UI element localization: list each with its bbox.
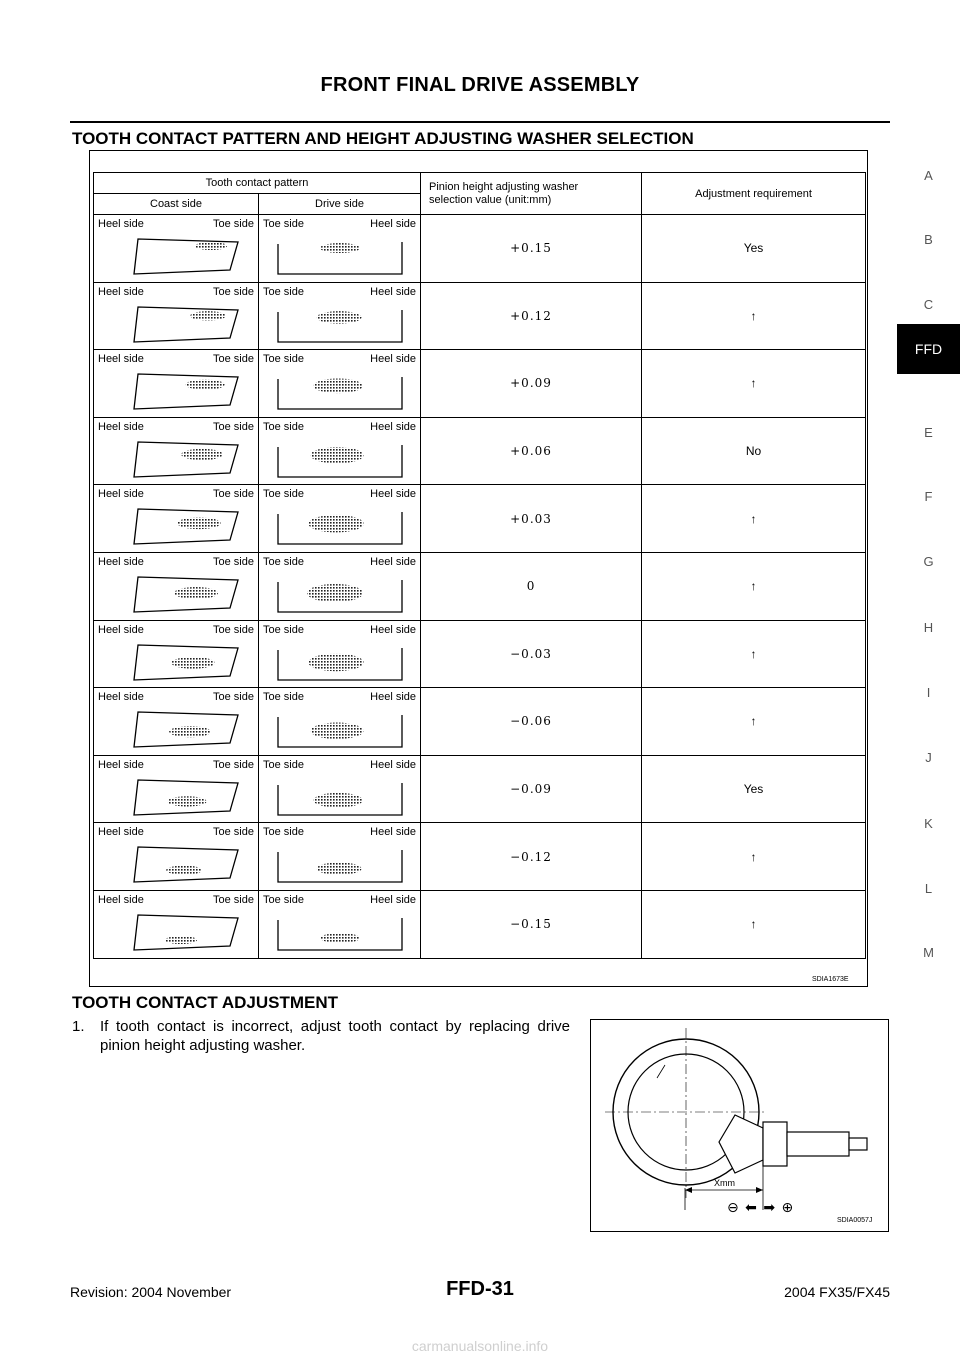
- side-label: Toe side: [263, 893, 304, 906]
- table-row: [94, 552, 866, 620]
- contact-pattern: [195, 242, 227, 250]
- side-label: Toe side: [213, 691, 254, 704]
- dimension-label-xmm: Xmm: [714, 1178, 735, 1188]
- side-label: Toe side: [263, 691, 304, 704]
- side-label: Heel side: [370, 893, 417, 906]
- drive-side-cell-tooth-diagram: [270, 640, 410, 682]
- side-label: Toe side: [213, 488, 254, 501]
- adjustment-requirement: Yes: [642, 755, 866, 823]
- coast-side-cell-tooth-diagram: [106, 302, 246, 344]
- tab-m[interactable]: M: [923, 945, 934, 960]
- coast-side-cell: [94, 620, 259, 688]
- table-row: [94, 620, 866, 688]
- contact-pattern: [307, 584, 363, 602]
- side-label: Heel side: [370, 420, 417, 433]
- drive-side-cell: [259, 215, 421, 283]
- drive-side-cell-tooth-diagram: [270, 302, 410, 344]
- step-1: [72, 1017, 570, 1055]
- tab-j[interactable]: J: [925, 750, 932, 765]
- table-row: [94, 350, 866, 418]
- side-label: Toe side: [213, 353, 254, 366]
- adjustment-direction-icon: ⊖ ⬅ ➡ ⊕: [727, 1200, 795, 1216]
- side-label: Heel side: [98, 218, 144, 230]
- coast-side-cell-tooth-diagram: [106, 707, 246, 749]
- side-label: Heel side: [370, 488, 417, 501]
- washer-header-line2: selection value (unit:mm): [429, 193, 552, 206]
- drive-side-cell: [259, 417, 421, 485]
- coast-side-cell: [94, 552, 259, 620]
- side-label: Heel side: [370, 285, 417, 298]
- drive-side-cell: [259, 688, 421, 756]
- coast-side-cell: [94, 890, 259, 958]
- side-label: Toe side: [213, 285, 254, 298]
- tab-h[interactable]: H: [923, 620, 934, 635]
- table-row: [94, 688, 866, 756]
- drive-side-cell: [259, 350, 421, 418]
- coast-side-cell-tooth-diagram: [106, 504, 246, 546]
- tab-e[interactable]: E: [924, 425, 933, 440]
- side-label: Toe side: [213, 826, 254, 839]
- table-row: [94, 485, 866, 553]
- drive-side-cell-tooth-diagram: [270, 369, 410, 411]
- adjustment-requirement: ↑: [642, 350, 866, 418]
- drive-side-cell-tooth-diagram: [270, 234, 410, 276]
- contact-pattern: [310, 723, 363, 739]
- tab-g[interactable]: G: [923, 554, 934, 569]
- side-label: Heel side: [370, 758, 417, 771]
- adjustment-requirement: Yes: [642, 215, 866, 283]
- tab-c[interactable]: C: [923, 297, 934, 312]
- contact-pattern: [177, 518, 220, 530]
- washer-value: +0.12: [421, 282, 642, 350]
- adjustment-requirement: No: [642, 417, 866, 485]
- contact-pattern: [308, 515, 363, 533]
- washer-value: +0.03: [421, 485, 642, 553]
- washer-value: +0.06: [421, 417, 642, 485]
- side-label: Heel side: [370, 623, 417, 636]
- drive-side-cell-tooth-diagram: [270, 504, 410, 546]
- table-row: [94, 417, 866, 485]
- drive-side-cell-tooth-diagram: [270, 842, 410, 884]
- side-label: Toe side: [263, 826, 304, 839]
- adjustment-requirement: ↑: [642, 282, 866, 350]
- side-label: Toe side: [263, 623, 304, 636]
- side-label: Heel side: [98, 758, 144, 771]
- table-row: [94, 215, 866, 283]
- side-label: Toe side: [213, 758, 254, 771]
- contact-pattern: [313, 793, 362, 808]
- side-label: Heel side: [98, 623, 144, 636]
- side-label: Toe side: [263, 353, 304, 366]
- table-row: [94, 823, 866, 891]
- step-text: If tooth contact is incorrect, adjust tooth contact by replacing drive pinion height adjusting washer.: [100, 1018, 570, 1054]
- side-label: Toe side: [213, 218, 254, 230]
- adjustment-requirement: ↑: [642, 552, 866, 620]
- coast-side-cell-tooth-diagram: [106, 842, 246, 884]
- drive-side-cell: [259, 282, 421, 350]
- tab-f[interactable]: F: [924, 489, 933, 504]
- coast-side-cell: [94, 755, 259, 823]
- adjustment-requirement: ↑: [642, 890, 866, 958]
- washer-selection-header: [421, 173, 642, 215]
- side-label: Heel side: [370, 218, 417, 230]
- drive-side-cell: [259, 552, 421, 620]
- contact-pattern: [310, 447, 363, 463]
- contact-pattern: [174, 587, 218, 599]
- contact-pattern: [171, 656, 214, 668]
- washer-value: −0.15: [421, 890, 642, 958]
- contact-pattern: [319, 933, 359, 943]
- contact-pattern: [185, 380, 224, 390]
- drive-side-cell-tooth-diagram: [270, 775, 410, 817]
- pinion-gear-drawing: [591, 1020, 887, 1230]
- coast-side-cell: [94, 215, 259, 283]
- contact-pattern: [320, 243, 360, 253]
- tab-k[interactable]: K: [924, 816, 933, 831]
- side-label: Heel side: [98, 420, 144, 433]
- side-label: Heel side: [370, 691, 417, 704]
- figure-id-tooth-contact: SDIA1673E: [812, 976, 849, 983]
- coast-side-cell: [94, 417, 259, 485]
- washer-value: −0.12: [421, 823, 642, 891]
- coast-side-cell-tooth-diagram: [106, 910, 246, 952]
- model-name: 2004 FX35/FX45: [784, 1284, 890, 1300]
- adjustment-requirement: ↑: [642, 485, 866, 553]
- side-label: Toe side: [263, 758, 304, 771]
- coast-side-cell: [94, 485, 259, 553]
- washer-value: +0.09: [421, 350, 642, 418]
- section-title-tooth-contact-pattern: TOOTH CONTACT PATTERN AND HEIGHT ADJUSTING WASHER SELECTION: [72, 129, 694, 148]
- side-label: Heel side: [98, 285, 144, 298]
- coast-side-header: Coast side: [94, 194, 259, 215]
- contact-pattern: [181, 449, 223, 460]
- drive-side-cell: [259, 620, 421, 688]
- tab-ffd[interactable]: FFD: [897, 324, 960, 374]
- coast-side-cell-tooth-diagram: [106, 775, 246, 817]
- contact-pattern: [166, 866, 202, 875]
- side-label: Heel side: [98, 555, 144, 568]
- washer-value: 0: [421, 552, 642, 620]
- side-label: Toe side: [263, 218, 304, 230]
- side-label: Heel side: [98, 893, 144, 906]
- header-divider: [70, 121, 890, 123]
- contact-pattern: [169, 726, 211, 737]
- drive-side-cell: [259, 823, 421, 891]
- side-label: Toe side: [263, 420, 304, 433]
- side-label: Toe side: [213, 893, 254, 906]
- coast-side-cell-tooth-diagram: [106, 640, 246, 682]
- drive-side-cell-tooth-diagram: [270, 437, 410, 479]
- side-label: Toe side: [213, 623, 254, 636]
- side-label: Heel side: [98, 488, 144, 501]
- side-label: Heel side: [98, 691, 144, 704]
- step-number: 1.: [72, 1018, 85, 1035]
- contact-pattern: [165, 936, 197, 944]
- coast-side-cell-tooth-diagram: [106, 369, 246, 411]
- contact-pattern: [308, 653, 363, 671]
- side-label: Toe side: [213, 420, 254, 433]
- coast-side-cell-tooth-diagram: [106, 234, 246, 276]
- page-number: FFD-31: [446, 1278, 514, 1300]
- tooth-contact-pattern-header: Tooth contact pattern: [94, 173, 421, 194]
- contact-pattern: [167, 796, 206, 806]
- drive-side-cell-tooth-diagram: [270, 572, 410, 614]
- adjustment-requirement: ↑: [642, 823, 866, 891]
- table-row: [94, 890, 866, 958]
- side-label: Heel side: [370, 826, 417, 839]
- table-row: [94, 755, 866, 823]
- tooth-contact-table: [93, 172, 866, 959]
- washer-value: −0.06: [421, 688, 642, 756]
- side-label: Heel side: [98, 353, 144, 366]
- section-title-tooth-contact-adjustment: TOOTH CONTACT ADJUSTMENT: [72, 993, 339, 1012]
- coast-side-cell-tooth-diagram: [106, 572, 246, 614]
- drive-side-cell: [259, 755, 421, 823]
- contact-pattern: [313, 379, 362, 394]
- watermark: carmanualsonline.info: [411, 1338, 549, 1354]
- side-label: Toe side: [213, 555, 254, 568]
- washer-value: +0.15: [421, 215, 642, 283]
- figure-id-pinion: SDIA0057J: [837, 1217, 873, 1224]
- table-row: [94, 282, 866, 350]
- coast-side-cell: [94, 282, 259, 350]
- coast-side-cell: [94, 823, 259, 891]
- tab-b[interactable]: B: [924, 232, 933, 247]
- drive-side-cell-tooth-diagram: [270, 910, 410, 952]
- side-label: Heel side: [370, 353, 417, 366]
- coast-side-cell-tooth-diagram: [106, 437, 246, 479]
- drive-side-cell: [259, 485, 421, 553]
- side-label: Toe side: [263, 285, 304, 298]
- contact-pattern: [316, 863, 361, 875]
- washer-value: −0.09: [421, 755, 642, 823]
- revision-date: Revision: 2004 November: [70, 1284, 232, 1300]
- page-title: FRONT FINAL DRIVE ASSEMBLY: [320, 74, 640, 96]
- tab-a[interactable]: A: [924, 168, 933, 183]
- contact-pattern: [316, 311, 361, 323]
- adjustment-requirement-header: Adjustment requirement: [642, 173, 866, 215]
- washer-value: −0.03: [421, 620, 642, 688]
- coast-side-cell: [94, 688, 259, 756]
- coast-side-cell: [94, 350, 259, 418]
- drive-side-cell-tooth-diagram: [270, 707, 410, 749]
- side-label: Heel side: [98, 826, 144, 839]
- drive-side-header: Drive side: [259, 194, 421, 215]
- drive-side-cell: [259, 890, 421, 958]
- side-label: Heel side: [370, 555, 417, 568]
- adjustment-requirement: ↑: [642, 620, 866, 688]
- adjustment-requirement: ↑: [642, 688, 866, 756]
- tab-l[interactable]: L: [924, 881, 933, 896]
- side-label: Toe side: [263, 488, 304, 501]
- contact-pattern: [190, 311, 226, 320]
- tab-i[interactable]: I: [926, 685, 931, 700]
- washer-header-line1: Pinion height adjusting washer: [429, 180, 579, 193]
- side-label: Toe side: [263, 555, 304, 568]
- pinion-gear-figure: [590, 1019, 889, 1232]
